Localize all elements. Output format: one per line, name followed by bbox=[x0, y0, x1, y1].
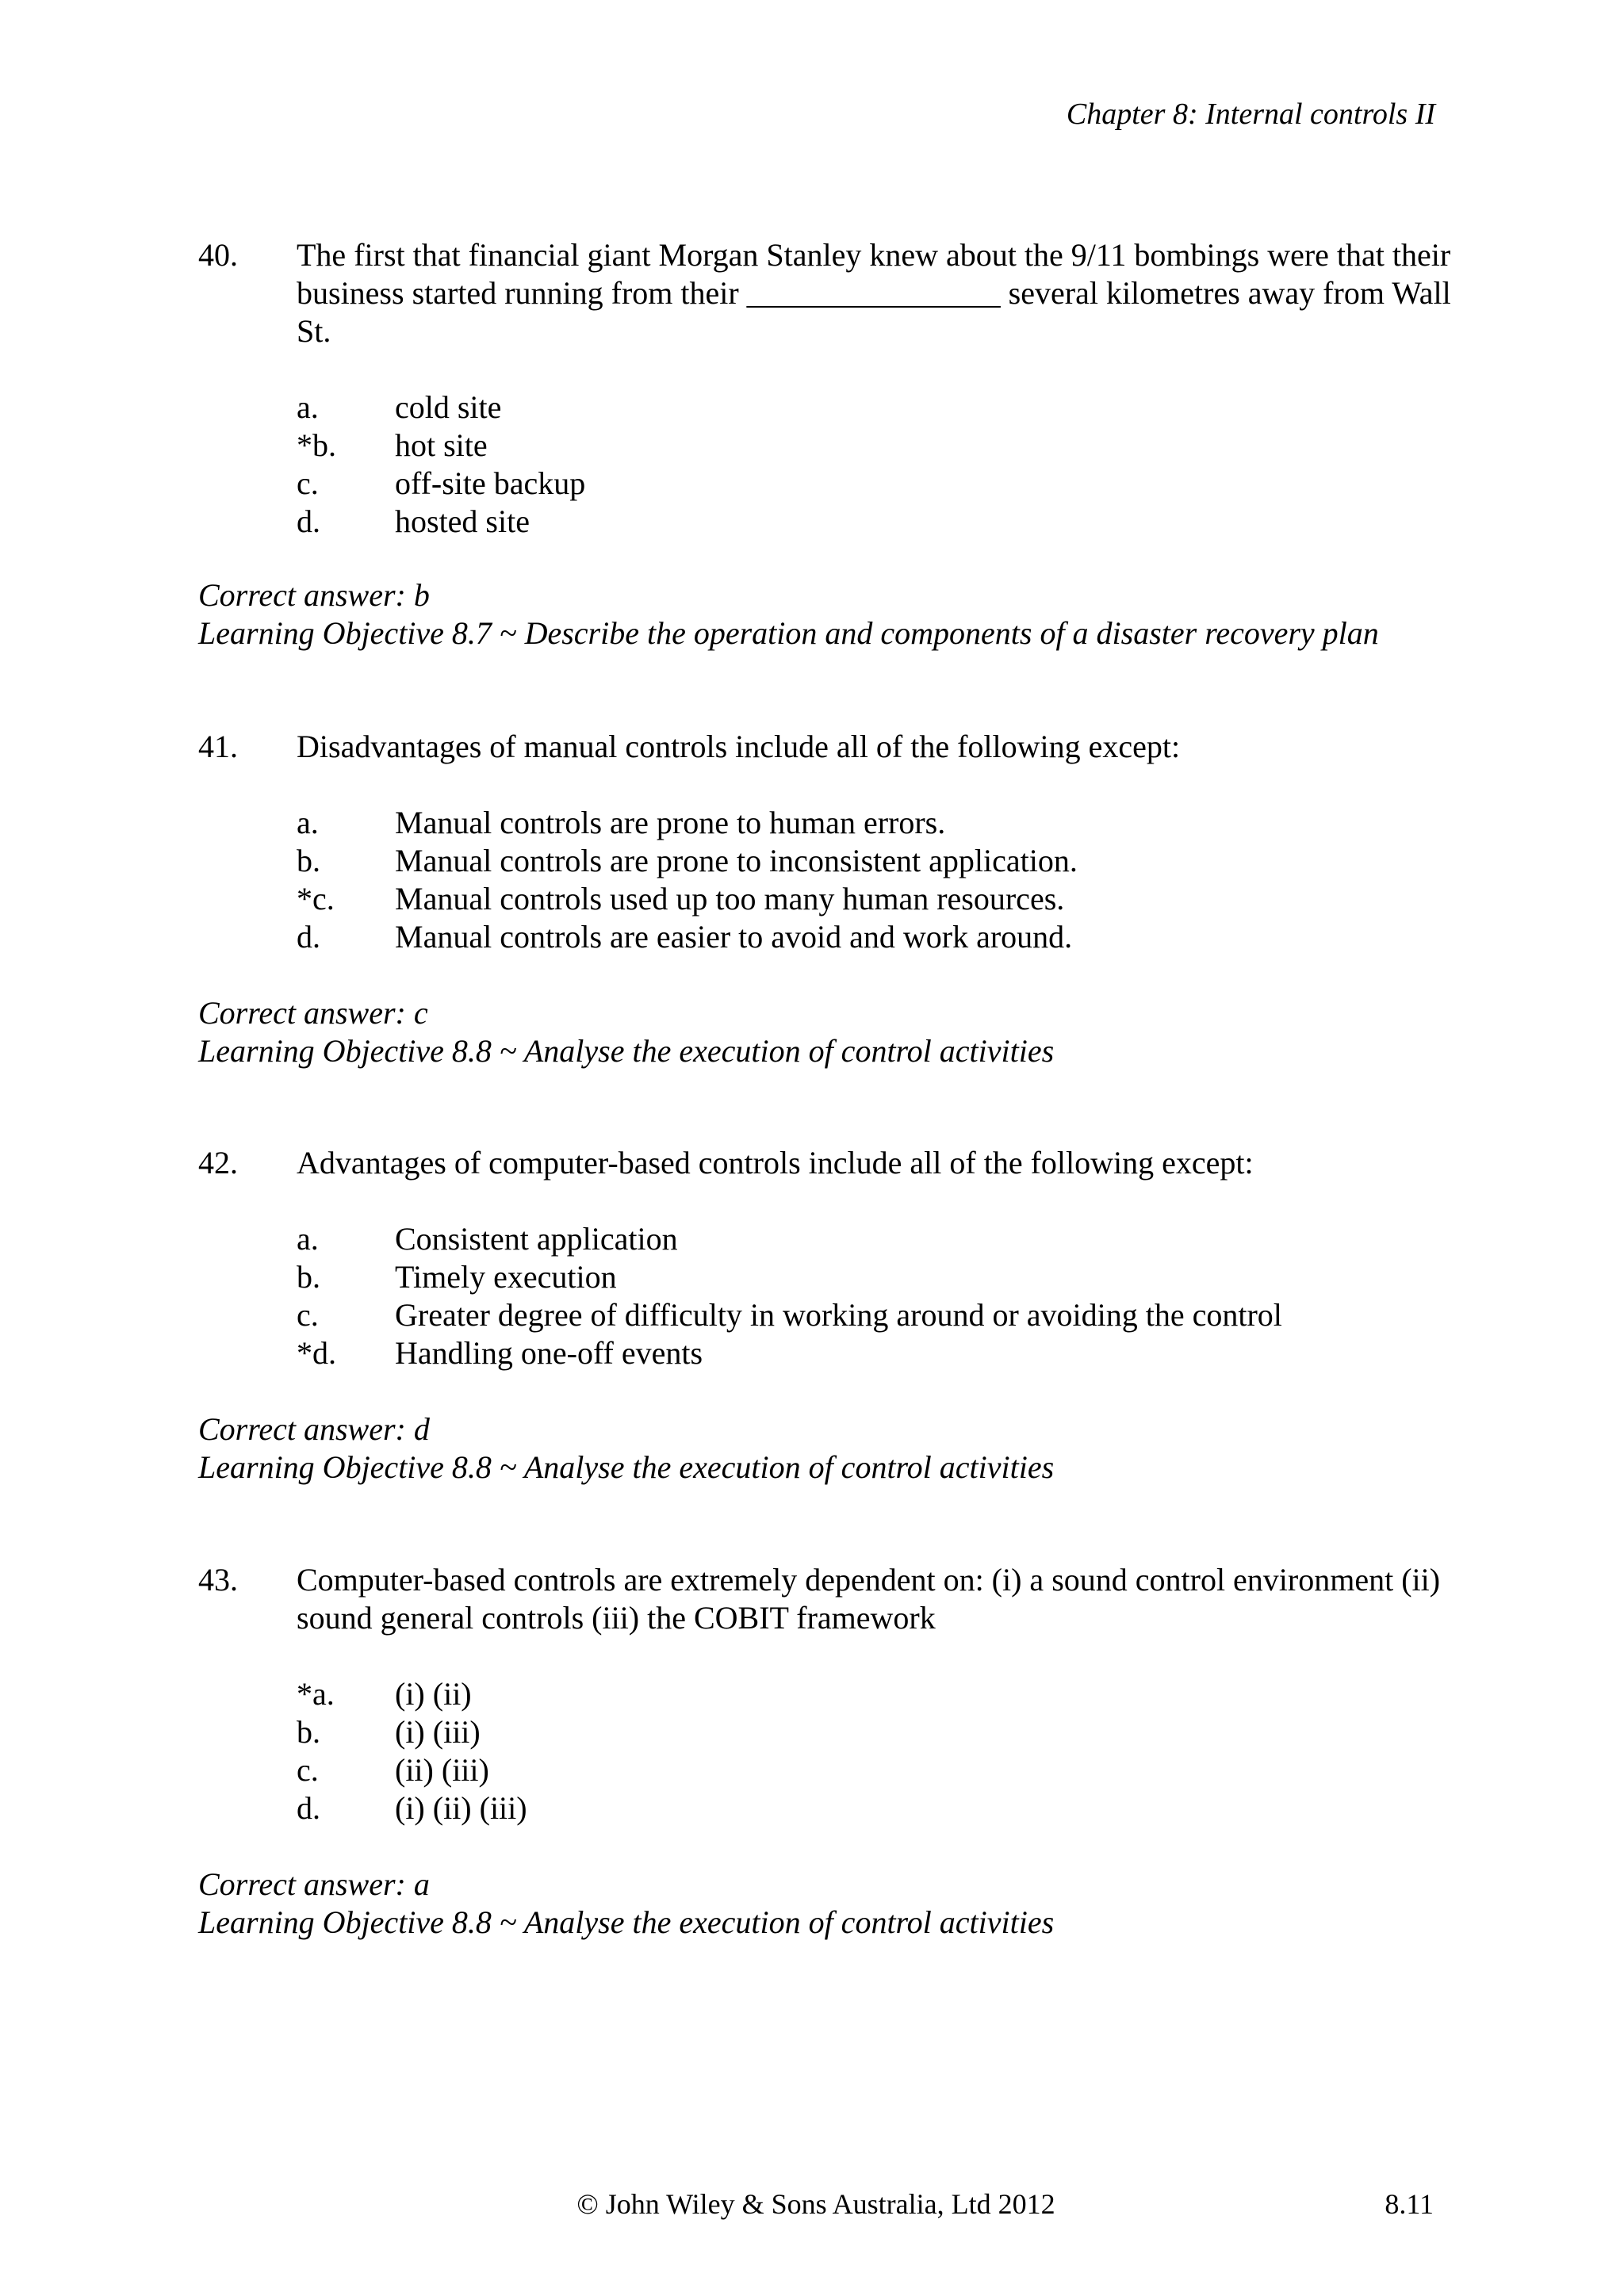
option-text: Handling one-off events bbox=[395, 1335, 703, 1371]
option-letter: c. bbox=[297, 1752, 319, 1788]
question-row bbox=[198, 1561, 1451, 1637]
option-text: Manual controls used up too many human resources. bbox=[395, 881, 1065, 916]
option-letter: b. bbox=[297, 1259, 320, 1295]
option-d bbox=[297, 503, 1451, 541]
option-a bbox=[297, 1675, 1451, 1713]
option-text: hosted site bbox=[395, 503, 530, 539]
option-letter: d. bbox=[297, 1790, 320, 1826]
answer-block bbox=[198, 994, 1451, 1070]
option-letter: *d. bbox=[297, 1335, 336, 1371]
answer-block bbox=[198, 1410, 1451, 1487]
option-letter: a. bbox=[297, 389, 319, 425]
option-d bbox=[297, 918, 1451, 956]
question-row bbox=[198, 1144, 1451, 1182]
options-list bbox=[297, 388, 1451, 541]
option-letter: d. bbox=[297, 503, 320, 539]
option-text: cold site bbox=[395, 389, 502, 425]
option-text: Manual controls are easier to avoid and work around. bbox=[395, 919, 1073, 955]
option-c bbox=[297, 1296, 1451, 1334]
option-a bbox=[297, 804, 1451, 842]
option-text: Consistent application bbox=[395, 1221, 678, 1257]
option-letter: *c. bbox=[297, 881, 335, 916]
learning-objective: Learning Objective 8.7 ~ Describe the operation and components of a disaster recovery plan bbox=[198, 615, 1379, 651]
option-text: Timely execution bbox=[395, 1259, 617, 1295]
question-number: 41. bbox=[198, 729, 238, 764]
option-letter: b. bbox=[297, 1714, 320, 1750]
learning-objective: Learning Objective 8.8 ~ Analyse the execution of control activities bbox=[198, 1449, 1055, 1485]
options-list bbox=[297, 1675, 1451, 1827]
option-text: off-site backup bbox=[395, 465, 586, 501]
question-stem: Computer-based controls are extremely dependent on: (i) a sound control environment (ii) sound general controls (iii) the COBIT framework bbox=[297, 1562, 1441, 1636]
option-text: (ii) (iii) bbox=[395, 1752, 489, 1788]
option-b bbox=[297, 427, 1451, 465]
question-stem: Disadvantages of manual controls include all of the following except: bbox=[297, 729, 1181, 764]
option-letter: *a. bbox=[297, 1676, 335, 1712]
correct-answer: Correct answer: d bbox=[198, 1411, 430, 1447]
option-text: (i) (ii) bbox=[395, 1676, 472, 1712]
option-letter: d. bbox=[297, 919, 320, 955]
learning-objective: Learning Objective 8.8 ~ Analyse the execution of control activities bbox=[198, 1033, 1055, 1069]
correct-answer: Correct answer: b bbox=[198, 577, 430, 613]
option-letter: c. bbox=[297, 1297, 319, 1333]
option-text: Greater degree of difficulty in working around or avoiding the control bbox=[395, 1297, 1282, 1333]
option-letter: a. bbox=[297, 1221, 319, 1257]
question-number: 43. bbox=[198, 1562, 238, 1598]
option-text: Manual controls are prone to human errors. bbox=[395, 805, 946, 840]
copyright-notice: © John Wiley & Sons Australia, Ltd 2012 bbox=[576, 2188, 1055, 2220]
option-a bbox=[297, 1220, 1451, 1258]
option-text: (i) (ii) (iii) bbox=[395, 1790, 527, 1826]
option-text: hot site bbox=[395, 427, 488, 463]
page-header: Chapter 8: Internal controls II bbox=[1066, 98, 1435, 131]
question-43 bbox=[198, 1561, 1451, 1942]
option-a bbox=[297, 388, 1451, 427]
option-c bbox=[297, 465, 1451, 503]
question-number: 42. bbox=[198, 1145, 238, 1181]
option-b bbox=[297, 1258, 1451, 1296]
question-42 bbox=[198, 1144, 1451, 1487]
option-c bbox=[297, 880, 1451, 918]
option-text: Manual controls are prone to inconsistent application. bbox=[395, 843, 1078, 878]
option-b bbox=[297, 1713, 1451, 1751]
correct-answer: Correct answer: a bbox=[198, 1866, 430, 1902]
question-number: 40. bbox=[198, 237, 238, 273]
question-row bbox=[198, 236, 1451, 350]
question-stem: Advantages of computer-based controls include all of the following except: bbox=[297, 1145, 1254, 1181]
question-41 bbox=[198, 728, 1451, 1070]
question-row bbox=[198, 728, 1451, 766]
option-letter: c. bbox=[297, 465, 319, 501]
options-list bbox=[297, 1220, 1451, 1372]
option-text: (i) (iii) bbox=[395, 1714, 481, 1750]
answer-block bbox=[198, 1866, 1451, 1942]
answer-block-40 bbox=[198, 576, 1451, 652]
option-d bbox=[297, 1789, 1451, 1827]
options-list bbox=[297, 804, 1451, 956]
correct-answer: Correct answer: c bbox=[198, 995, 428, 1031]
page-number: 8.11 bbox=[1385, 2188, 1434, 2220]
option-c bbox=[297, 1751, 1451, 1789]
question-40 bbox=[198, 236, 1451, 541]
option-b bbox=[297, 842, 1451, 880]
option-letter: b. bbox=[297, 843, 320, 878]
option-letter: a. bbox=[297, 805, 319, 840]
option-letter: *b. bbox=[297, 427, 336, 463]
learning-objective: Learning Objective 8.8 ~ Analyse the execution of control activities bbox=[198, 1904, 1055, 1940]
question-stem: The first that financial giant Morgan Stanley knew about the 9/11 bombings were that their business started running from their ________________ several kilometres away from Wall St. bbox=[297, 237, 1451, 349]
option-d bbox=[297, 1334, 1451, 1372]
